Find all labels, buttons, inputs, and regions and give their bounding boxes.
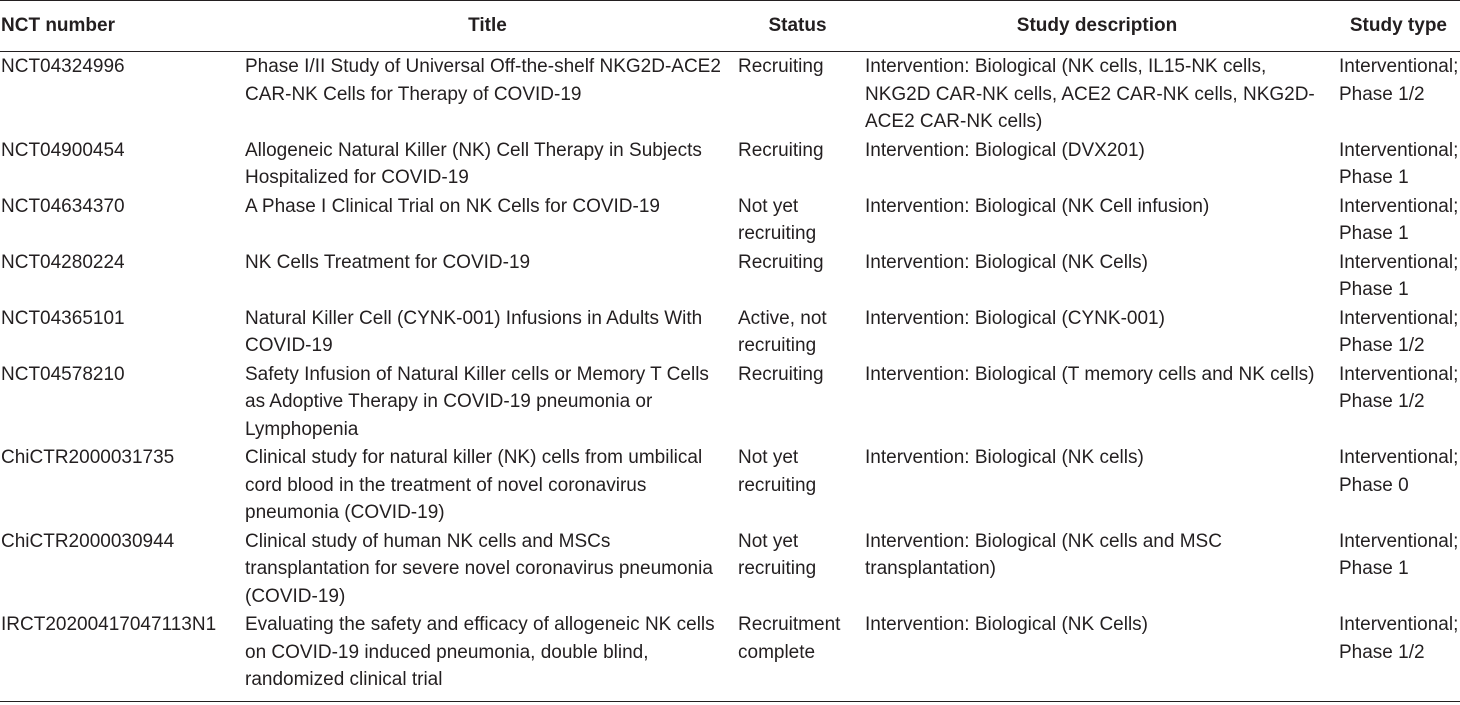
cell-status: Recruiting [738,251,824,273]
cell-status: Recruitment complete [738,614,841,663]
table-body [0,52,1460,702]
cell-study-description: Intervention: Biological (CYNK-001) [865,307,1165,329]
cell-nct-number: NCT04634370 [1,195,125,217]
cell-nct-number: NCT04324996 [1,56,125,77]
cell-study-type: Interventional; Phase 1 [1339,139,1459,188]
cell-title: Clinical study for natural killer (NK) cells from umbilical cord blood in the treatment of novel coronavirus pneumonia (COVID-19) [245,447,703,523]
header-nct-number: NCT number [1,15,115,37]
table-row [0,52,1460,136]
cell-study-type: Interventional; Phase 1 [1339,530,1459,579]
cell-nct-number: NCT04578210 [1,363,125,385]
table-row [0,527,1460,611]
cell-study-type: Interventional; Phase 1/2 [1339,614,1459,663]
cell-title: Clinical study of human NK cells and MSCs transplantation for severe novel coronavirus pneumonia (COVID-19) [245,530,713,607]
cell-title: NK Cells Treatment for COVID-19 [245,251,531,273]
header-row [0,1,1460,52]
cell-study-type: Interventional; Phase 1/2 [1339,363,1459,412]
cell-title: Phase I/II Study of Universal Off-the-shelf NKG2D-ACE2 CAR-NK Cells for Therapy of COVID-19 [245,56,721,105]
cell-study-description: Intervention: Biological (NK Cell infusion) [865,195,1210,217]
cell-nct-number: ChiCTR2000030944 [1,530,175,552]
table-row [0,192,1460,248]
cell-title: Allogeneic Natural Killer (NK) Cell Therapy in Subjects Hospitalized for COVID-19 [245,139,702,188]
table-header [0,1,1460,52]
cell-study-type: Interventional; Phase 1 [1339,251,1459,300]
cell-title: Natural Killer Cell (CYNK-001) Infusions in Adults With COVID-19 [245,307,703,356]
cell-study-description: Intervention: Biological (NK cells) [865,447,1144,468]
cell-status: Not yet recruiting [738,447,817,496]
header-study-description: Study description [1016,15,1178,37]
header-status: Status [768,15,827,37]
header-title: Title [468,15,507,37]
cell-status: Active, not recruiting [738,307,827,356]
cell-study-description: Intervention: Biological (DVX201) [865,139,1145,161]
cell-status: Recruiting [738,56,824,77]
cell-status: Not yet recruiting [738,195,817,244]
table-row [0,443,1460,527]
header-study-type: Study type [1349,15,1447,37]
cell-study-type: Interventional; Phase 0 [1339,447,1459,496]
cell-study-type: Interventional; Phase 1/2 [1339,56,1459,105]
cell-status: Recruiting [738,363,824,385]
cell-nct-number: NCT04900454 [1,139,125,161]
cell-status: Not yet recruiting [738,530,817,579]
cell-study-type: Interventional; Phase 1 [1339,195,1459,244]
table-row [0,304,1460,360]
table-row [0,248,1460,304]
cell-nct-number: ChiCTR2000031735 [1,447,175,468]
cell-title: Evaluating the safety and efficacy of allogeneic NK cells on COVID-19 induced pneumonia, double blind, randomized clinical trial [245,614,715,690]
cell-status: Recruiting [738,139,824,161]
cell-study-description: Intervention: Biological (NK Cells) [865,251,1149,273]
cell-title: Safety Infusion of Natural Killer cells or Memory T Cells as Adoptive Therapy in COVID-19 pneumonia or Lymphopenia [245,363,709,440]
cell-study-description: Intervention: Biological (NK cells and MSC transplantation) [865,530,1222,579]
cell-study-type: Interventional; Phase 1/2 [1339,307,1459,356]
table-row [0,610,1460,701]
cell-nct-number: NCT04280224 [1,251,125,273]
cell-nct-number: NCT04365101 [1,307,125,329]
cell-title: A Phase I Clinical Trial on NK Cells for COVID-19 [245,195,660,217]
table-row [0,136,1460,192]
cell-study-description: Intervention: Biological (NK cells, IL15-NK cells, NKG2D CAR-NK cells, ACE2 CAR-NK cells, NKG2D-ACE2 CAR-NK cells) [865,56,1315,132]
cell-study-description: Intervention: Biological (NK Cells) [865,614,1149,635]
cell-study-description: Intervention: Biological (T memory cells and NK cells) [865,363,1315,385]
cell-nct-number: IRCT20200417047113N1 [1,614,217,635]
table-row [0,360,1460,444]
